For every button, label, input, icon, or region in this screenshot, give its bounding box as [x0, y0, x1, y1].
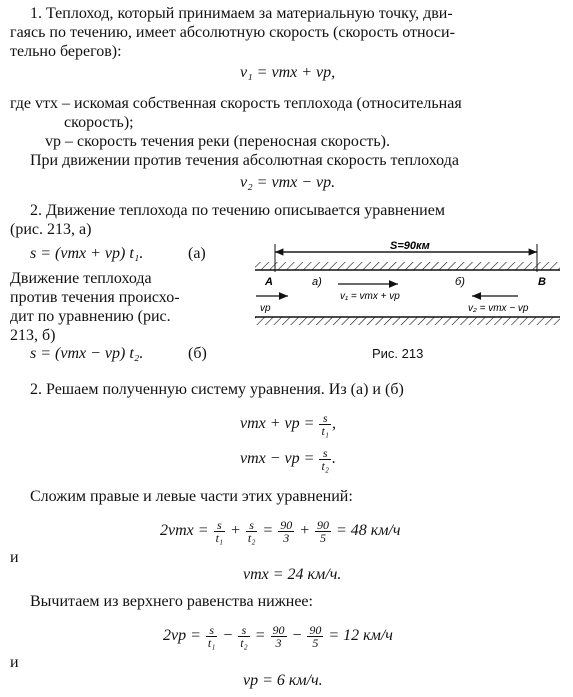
equation-a-tag: (а) [188, 245, 206, 262]
p1-line-1: 1. Теплоход, который принимаем за материальную точку, дви- [30, 5, 453, 22]
sum-d4: 5 [319, 531, 326, 545]
dif-minus: − [222, 627, 234, 645]
point-a-label: A [265, 276, 273, 288]
vp-label: vр [260, 303, 271, 314]
equation-v2: v₂ = vтх − vр. [240, 174, 336, 191]
p2-line-1: 2. Движение теплохода по течению описывается уравнением [30, 202, 445, 219]
p3-line-1: 2. Решаем полученную систему уравнения. Из (а) и (б) [30, 381, 404, 398]
dif-n2: s [238, 624, 250, 637]
eq1-num: s [319, 412, 331, 425]
conjunction-and-1: и [10, 549, 19, 566]
dif-n4: 90 [309, 623, 322, 637]
p1-line-2: гаясь по течению, имеет абсолютную скорость (скорость относи- [10, 24, 455, 41]
p2-line-2: (рис. 213, а) [10, 221, 92, 238]
sum-result: = 48 км/ч [335, 522, 401, 540]
eq2-den: t₂ [321, 459, 329, 473]
eq1-fraction [319, 412, 331, 437]
eq2-fraction [319, 447, 331, 472]
p1-line-4: где vтх – искомая собственная скорость теплохода (относительная [10, 95, 462, 112]
sum-plus-2: + [299, 522, 310, 540]
part-b-label: б) [455, 276, 465, 288]
eq2-num: s [319, 447, 331, 460]
dif-frac-1 [206, 624, 218, 649]
sum-d1: t₁ [215, 531, 224, 545]
sum-n2: s [246, 519, 258, 532]
equation-b-tag: (б) [188, 345, 207, 362]
sum-n3: 90 [280, 518, 293, 532]
eq1-end: , [331, 415, 336, 433]
p2-line-4: против течения происхо- [10, 289, 180, 306]
equation-sum-system-1 [240, 412, 336, 437]
dif-result: = 12 км/ч [328, 627, 393, 645]
dif-d1: t₁ [207, 636, 216, 650]
sum-frac-4 [315, 519, 331, 544]
sum-plus: + [230, 522, 241, 540]
equation-b: s = (vтх − vр) t₂. [30, 345, 144, 362]
lower-bank-hatch [255, 317, 560, 325]
sum-d3: 3 [283, 531, 290, 545]
sum-n4: 90 [316, 518, 329, 532]
conjunction-and-2: и [10, 654, 19, 671]
result-vtx: vтх = 24 км/ч. [243, 566, 342, 583]
dif-eq: = [254, 627, 266, 645]
dif-d2: t₂ [240, 636, 248, 650]
p3-line-2: Сложим правые и левые части этих уравнений: [30, 488, 353, 505]
sum-n1: s [214, 519, 226, 532]
dif-frac-3 [271, 624, 287, 649]
sum-frac-2 [246, 519, 258, 544]
dif-left: 2vр = [163, 627, 201, 645]
figure-caption: Рис. 213 [372, 346, 424, 361]
p3-line-3: Вычитаем из верхнего равенства нижнее: [30, 593, 313, 610]
equation-v1: v₁ = vтх + vр, [240, 64, 336, 81]
sum-frac-3 [278, 519, 294, 544]
p2-line-3: Движение теплохода [10, 270, 152, 287]
eq1-left: vтх + vр = [240, 415, 315, 433]
sum-left: 2vтх = [160, 522, 209, 540]
eq2-left: vтх − vр = [240, 450, 315, 468]
dif-n1: s [206, 624, 218, 637]
point-b-label: B [538, 276, 546, 288]
sum-eq: = [262, 522, 274, 540]
result-vp: vр = 6 км/ч. [243, 672, 323, 689]
dif-d4: 5 [312, 636, 319, 650]
p1-line-7: При движении против течения абсолютная скорость теплохода [30, 152, 459, 169]
eq2-end: . [331, 450, 336, 468]
p1-line-6: vр – скорость течения реки (переносная скорость). [45, 133, 390, 150]
dif-minus-2: − [291, 627, 303, 645]
equation-difference [163, 624, 393, 649]
river-diagram [250, 238, 565, 338]
p1-line-5: скорость); [64, 114, 134, 131]
equation-sum-system-2 [240, 447, 336, 472]
dif-d3: 3 [275, 636, 282, 650]
p1-line-3: тельно берегов): [10, 43, 122, 60]
equation-a: s = (vтх + vр) t₁. [30, 245, 144, 262]
p2-line-5: дит по уравнению (рис. [10, 308, 171, 325]
p2-line-6: 213, б) [10, 327, 56, 344]
dif-frac-4 [307, 624, 323, 649]
dif-n3: 90 [272, 623, 285, 637]
part-a-label: а) [312, 276, 322, 288]
dif-frac-2 [238, 624, 250, 649]
equation-sum [160, 519, 401, 544]
sum-d2: t₂ [247, 531, 256, 545]
v2-label: v₂ = vтх − vр [468, 303, 529, 314]
upper-bank-hatch [255, 262, 560, 270]
distance-label: S=90км [390, 240, 430, 252]
sum-frac-1 [214, 519, 226, 544]
v1-label: v₁ = vтх + vр [340, 291, 400, 302]
eq1-den: t₁ [321, 424, 329, 438]
